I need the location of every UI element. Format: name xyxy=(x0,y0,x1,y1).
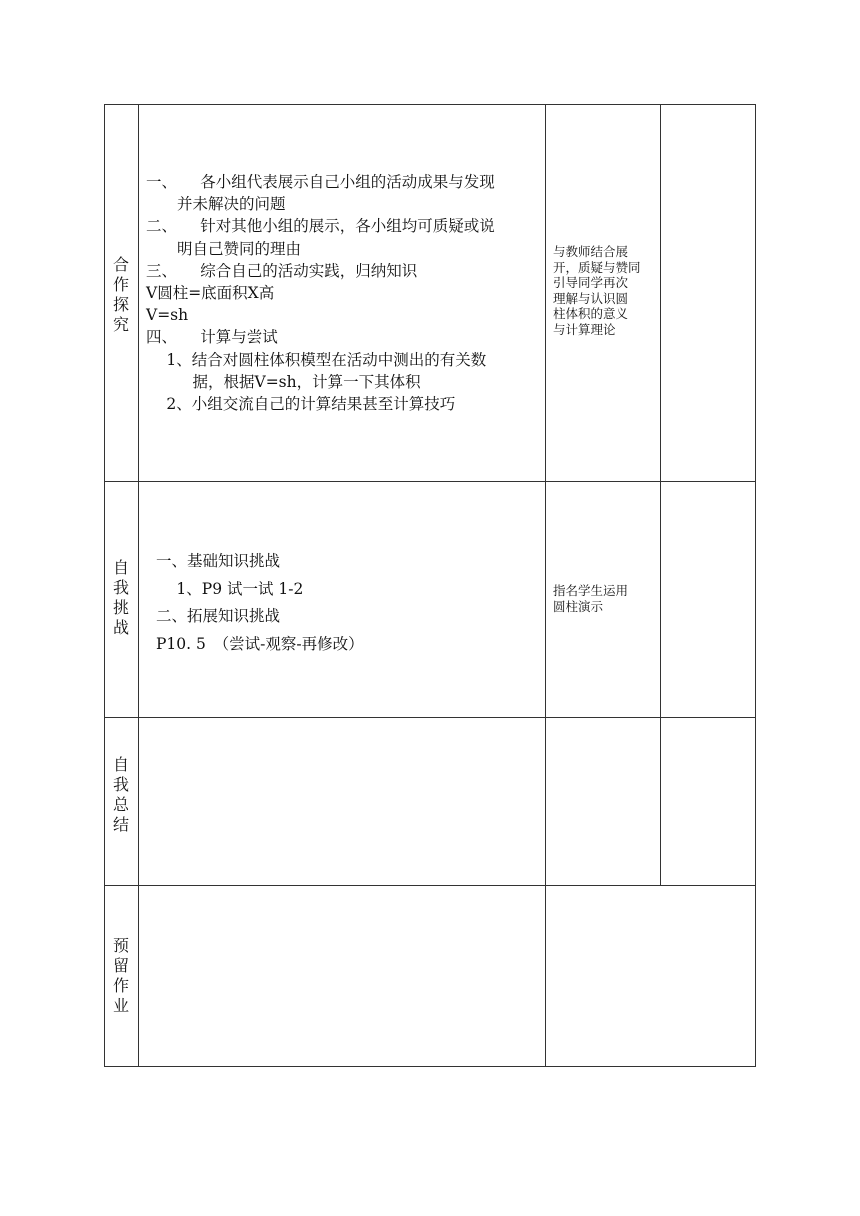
content-line: 二、 针对其他小组的展示，各小组均可质疑或说 xyxy=(146,217,495,236)
content-line: 2、小组交流自己的计算结果甚至计算技巧 xyxy=(146,395,456,414)
row-label-char: 我 xyxy=(112,775,129,794)
row-label-char: 留 xyxy=(112,956,129,975)
table-border-top xyxy=(104,104,756,105)
row-label-char: 究 xyxy=(112,315,129,334)
content-line: 并未解决的问题 xyxy=(146,195,286,214)
row-label-char: 业 xyxy=(112,996,129,1015)
note-line: 与计算理论 xyxy=(553,321,616,337)
row-divider-1 xyxy=(104,481,756,482)
content-line: 明自己赞同的理由 xyxy=(146,239,302,258)
row-label-char: 自 xyxy=(112,558,129,577)
row-label-char: 总 xyxy=(112,795,129,814)
row-label-char: 合 xyxy=(112,255,129,274)
note-line: 圆柱演示 xyxy=(553,598,604,614)
note-line: 柱体积的意义 xyxy=(553,306,629,321)
row-label-char: 探 xyxy=(112,295,129,314)
row-label-char: 作 xyxy=(112,275,129,294)
row-label-char: 结 xyxy=(112,815,129,834)
content-line: 四、 计算与尝试 xyxy=(146,328,278,347)
table-border-left xyxy=(104,104,105,1067)
content-line: P10. 5 （尝试-观察-再修改） xyxy=(156,634,364,653)
row-label-char: 战 xyxy=(112,618,129,637)
content-line: 一、 各小组代表展示自己小组的活动成果与发现 xyxy=(146,173,495,191)
row-note-cooperative-exploration xyxy=(553,244,641,337)
note-line: 开，质疑与赞同 xyxy=(553,259,641,275)
row-label-char: 自 xyxy=(112,755,129,774)
row-label-char: 挑 xyxy=(112,598,129,617)
row-label-self-summary xyxy=(106,755,136,835)
content-line: 三、 综合自己的活动实践，归纳知识 xyxy=(146,261,418,280)
row-divider-3 xyxy=(104,885,756,886)
note-line: 指名学生运用 xyxy=(553,583,629,598)
table-border-bottom xyxy=(104,1066,756,1067)
note-line: 理解与认识圆 xyxy=(553,290,629,306)
row-note-self-challenge xyxy=(553,583,628,614)
table-border-right xyxy=(755,104,756,1067)
content-line: V=sh xyxy=(146,306,189,325)
content-line: V圆柱=底面积X高 xyxy=(146,284,275,303)
table-divider-extra xyxy=(660,104,661,885)
row-content-self-challenge xyxy=(156,548,364,658)
row-label-cooperative-exploration xyxy=(106,255,136,335)
row-label-char: 作 xyxy=(112,976,129,995)
note-line: 引导同学再次 xyxy=(553,275,629,290)
content-line: 1、P9 试一试 1-2 xyxy=(156,579,304,598)
row-label-char: 预 xyxy=(112,936,129,955)
row-label-char: 我 xyxy=(112,578,129,597)
note-line: 与教师结合展 xyxy=(553,244,629,259)
row-label-self-challenge xyxy=(106,558,136,638)
row-divider-2 xyxy=(104,717,756,718)
content-line: 据，根据V=sh，计算一下其体积 xyxy=(146,372,421,391)
content-line: 1、结合对圆柱体积模型在活动中测出的有关数 xyxy=(146,350,487,369)
table-divider-note xyxy=(545,104,546,1067)
row-label-homework xyxy=(106,936,136,1016)
table-divider-label xyxy=(138,104,139,1067)
content-line: 二、拓展知识挑战 xyxy=(156,607,281,625)
row-content-cooperative-exploration xyxy=(146,171,495,415)
content-line: 一、基础知识挑战 xyxy=(156,552,281,570)
